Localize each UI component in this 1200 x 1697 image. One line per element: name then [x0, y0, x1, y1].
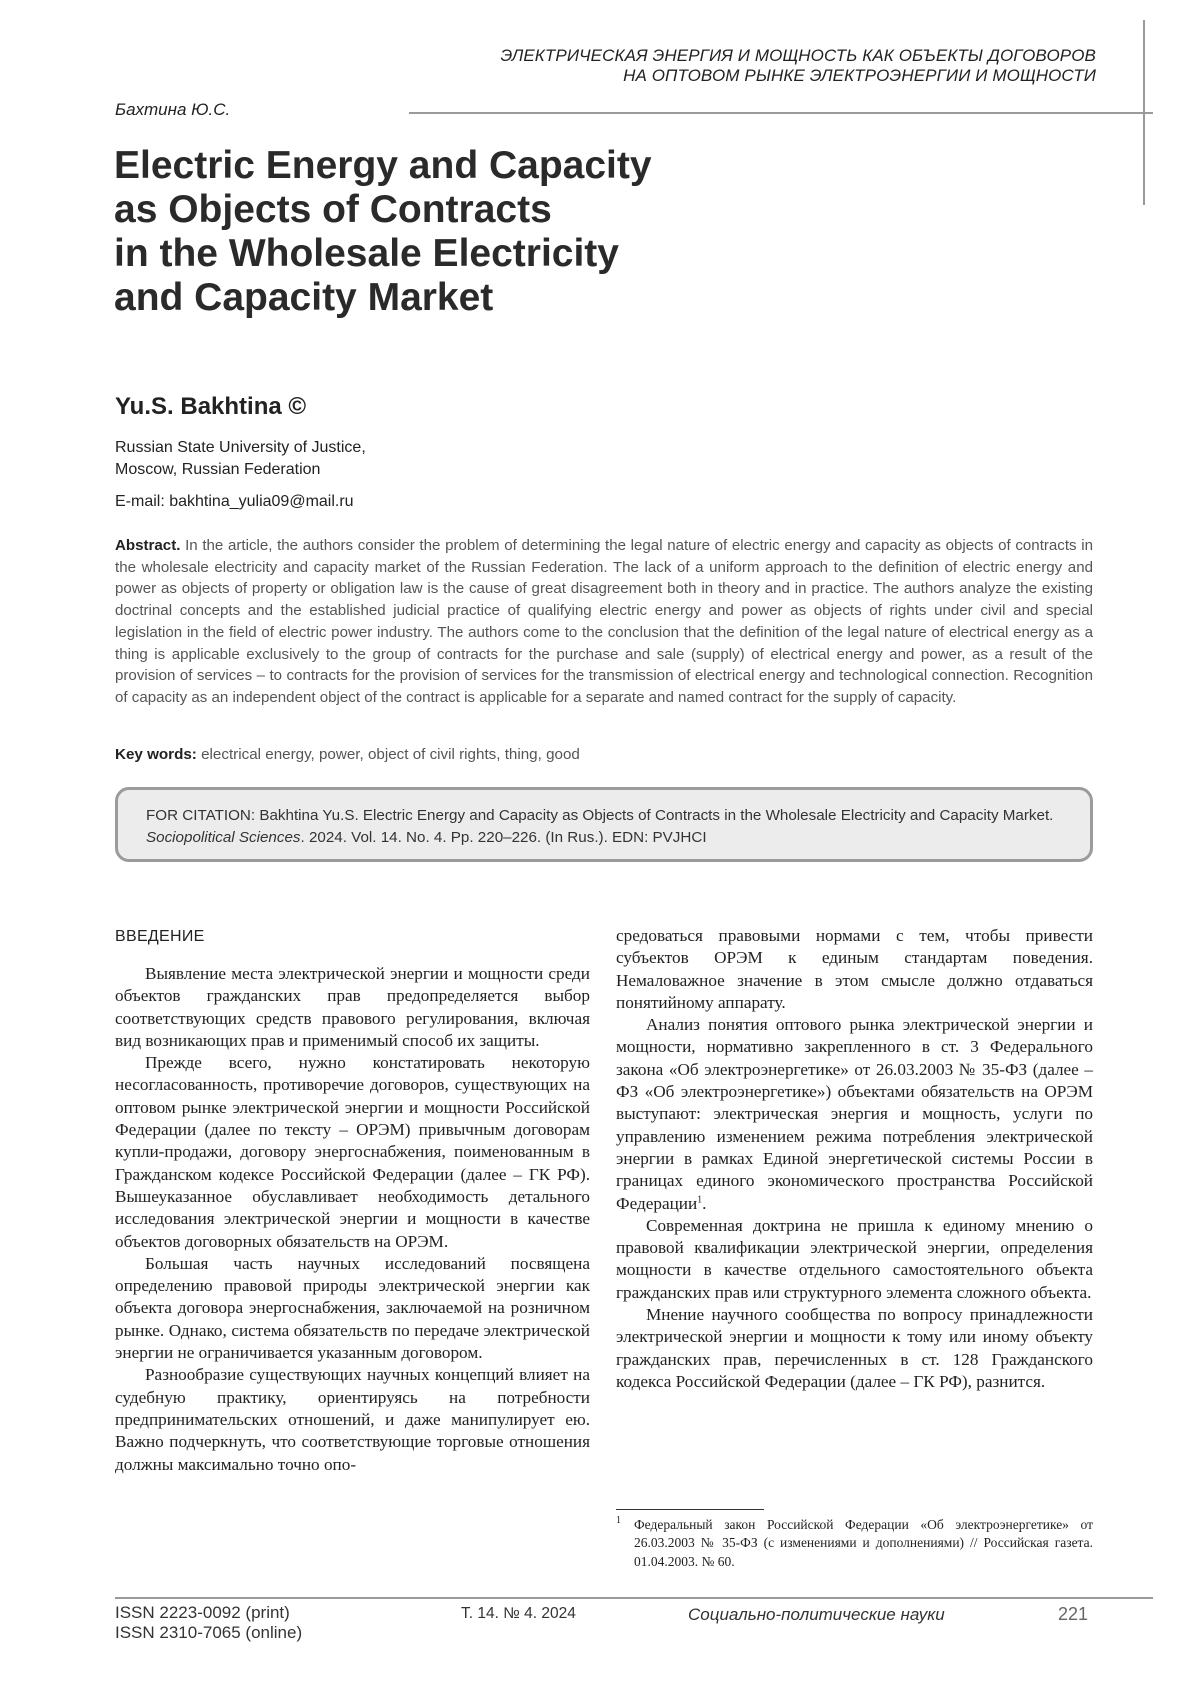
- author-email[interactable]: E-mail: bakhtina_yulia09@mail.ru: [115, 493, 354, 511]
- affiliation-line: Moscow, Russian Federation: [115, 459, 366, 481]
- page-number: 221: [1058, 1604, 1088, 1625]
- footer-rule: [115, 1597, 1153, 1599]
- abstract-label: Abstract.: [115, 537, 180, 554]
- title-line: as Objects of Contracts: [114, 188, 674, 232]
- header-vertical-rule: [1143, 20, 1145, 205]
- body-paragraph-end: .: [702, 1194, 706, 1213]
- footnote-rule: [616, 1509, 764, 1510]
- body-paragraph: Большая часть научных исследований посвящена определению правовой природы электрической энергии как объекта договора энергоснабжения, заключаемой на розничном рынке. Однако, система обязательств по передаче электрической энергии не ограничивается указанным договором.: [115, 1253, 590, 1364]
- body-paragraph: Современная доктрина не пришла к единому мнению о правовой квалификации электрической энергии, определения мощности в качестве отдельного самостоятельного объекта гражданских прав или структурного элемента сложного объекта.: [616, 1215, 1093, 1304]
- author-affiliation: [115, 437, 366, 481]
- running-title-line1: ЭЛЕКТРИЧЕСКАЯ ЭНЕРГИЯ И МОЩНОСТЬ КАК ОБЪЕКТЫ ДОГОВОРОВ: [500, 46, 1096, 66]
- body-paragraph: Прежде всего, нужно констатировать некоторую несогласованность, противоречие договоров, существующих на оптовом рынке электрической энергии и мощности Российской Федерации (далее по тексту – ОРЭМ) привычным договорам купли-продажи, договору энергоснабжения, поименованным в Гражданском кодексе Российской Федерации (далее – ГК РФ). Вышеуказанное обуславливает необходимость детального исследования электрической энергии и мощности в качестве объектов договорных обязательств на ОРЭМ.: [115, 1052, 590, 1253]
- affiliation-line: Russian State University of Justice,: [115, 437, 366, 459]
- citation-text: [146, 805, 1056, 849]
- citation-suffix: . 2024. Vol. 14. No. 4. Pp. 220–226. (In Rus.). EDN: PVJHCI: [301, 829, 707, 846]
- author-name: Yu.S. Bakhtina ©: [115, 393, 306, 421]
- body-paragraph: Разнообразие существующих научных концепций влияет на судебную практику, ориентируясь на потребности предпринимательских отношений, и даже манипулирует ею. Важно подчеркнуть, что соответствующие торговые отношения должны максимально точно опо-: [115, 1364, 590, 1475]
- title-line: and Capacity Market: [114, 276, 674, 320]
- section-heading: ВВЕДЕНИЕ: [115, 928, 205, 946]
- running-title: [500, 46, 1096, 86]
- body-paragraph: Мнение научного сообщества по вопросу принадлежности электрической энергии и мощности к тому или иному объекту гражданских прав, перечисленных в ст. 128 Гражданского кодекса Российской Федерации (далее – ГК РФ), разнится.: [616, 1304, 1093, 1393]
- journal-name: Социально-политические науки: [688, 1605, 945, 1625]
- keywords-label: Key words:: [115, 746, 197, 763]
- body-paragraph: Выявление места электрической энергии и мощности среди объектов гражданских прав предопределяется выбор соответствующих средств правового регулирования, включая вид возникающих прав и применимый способ их защиты.: [115, 963, 590, 1052]
- keywords: [115, 746, 1093, 763]
- body-column-left: [115, 963, 590, 1476]
- issn-online: ISSN 2310-7065 (online): [115, 1623, 302, 1643]
- issn-block: [115, 1603, 302, 1643]
- title-line: Electric Energy and Capacity: [114, 144, 674, 188]
- footnote-mark: 1: [616, 1512, 621, 1530]
- body-column-right: [616, 925, 1093, 1393]
- abstract: [115, 535, 1093, 709]
- body-paragraph: [616, 1014, 1093, 1215]
- keywords-text: electrical energy, power, object of civil rights, thing, good: [197, 746, 580, 763]
- abstract-text: In the article, the authors consider the problem of determining the legal nature of electric energy and capacity as objects of contracts in the wholesale electricity and capacity market of the Russian Federation. The lack of a uniform approach to the definition of electric energy and power as objects of property or obligation law is the cause of great disagreement both in theory and in practice. The authors analyze the existing doctrinal concepts and the established judicial practice of qualifying electric energy and power as objects of rights under civil and special legislation in the field of electric power industry. The authors come to the conclusion that the definition of the legal nature of electrical energy as a thing is applicable exclusively to the group of contracts for the purchase and sale (supply) of electrical energy and power, as a result of the provision of services – to contracts for the provision of services for the transmission of electrical energy and technological connection. Recognition of capacity as an independent object of the contract is applicable for a separate and named contract for the supply of capacity.: [115, 537, 1093, 706]
- body-paragraph-text: Анализ понятия оптового рынка электрической энергии и мощности, нормативно закрепленного в ст. 3 Федерального закона «Об электроэнергетике» от 26.03.2003 № 35-ФЗ (далее – ФЗ «Об электроэнергетике») объектами обязательств на ОРЭМ выступают: электрическая энергия и мощность, услуги по управлению изменением режима потребления электрической энергии в рамках Единой энергетической системы России в границах единого экономического пространства Российской Федерации: [616, 1015, 1093, 1212]
- footnote: [616, 1516, 1093, 1571]
- volume-issue: Т. 14. № 4. 2024: [461, 1605, 576, 1623]
- article-title: [114, 144, 674, 320]
- footnote-text: Федеральный закон Российской Федерации «Об электроэнергетике» от 26.03.2003 № 35-ФЗ (с изменениями и дополнениями) // Российская газета. 01.04.2003. № 60.: [616, 1516, 1093, 1571]
- issn-print: ISSN 2223-0092 (print): [115, 1603, 302, 1623]
- citation-prefix: FOR CITATION: Bakhtina Yu.S. Electric Energy and Capacity as Objects of Contracts in the Wholesale Electricity and Capacity Market.: [146, 807, 1053, 824]
- running-title-line2: НА ОПТОВОМ РЫНКЕ ЭЛЕКТРОЭНЕРГИИ И МОЩНОСТИ: [500, 66, 1096, 86]
- body-paragraph-continuation: средоваться правовыми нормами с тем, чтобы привести субъектов ОРЭМ к единым стандартам поведения. Немаловажное значение в этом смысле должно отдаваться понятийному аппарату.: [616, 925, 1093, 1014]
- citation-journal: Sociopolitical Sciences: [146, 829, 301, 846]
- running-author: Бахтина Ю.С.: [115, 100, 230, 120]
- citation-box: [115, 787, 1093, 862]
- footnote-reference[interactable]: 1: [697, 1194, 702, 1205]
- title-line: in the Wholesale Electricity: [114, 232, 674, 276]
- header-rule: [409, 112, 1153, 114]
